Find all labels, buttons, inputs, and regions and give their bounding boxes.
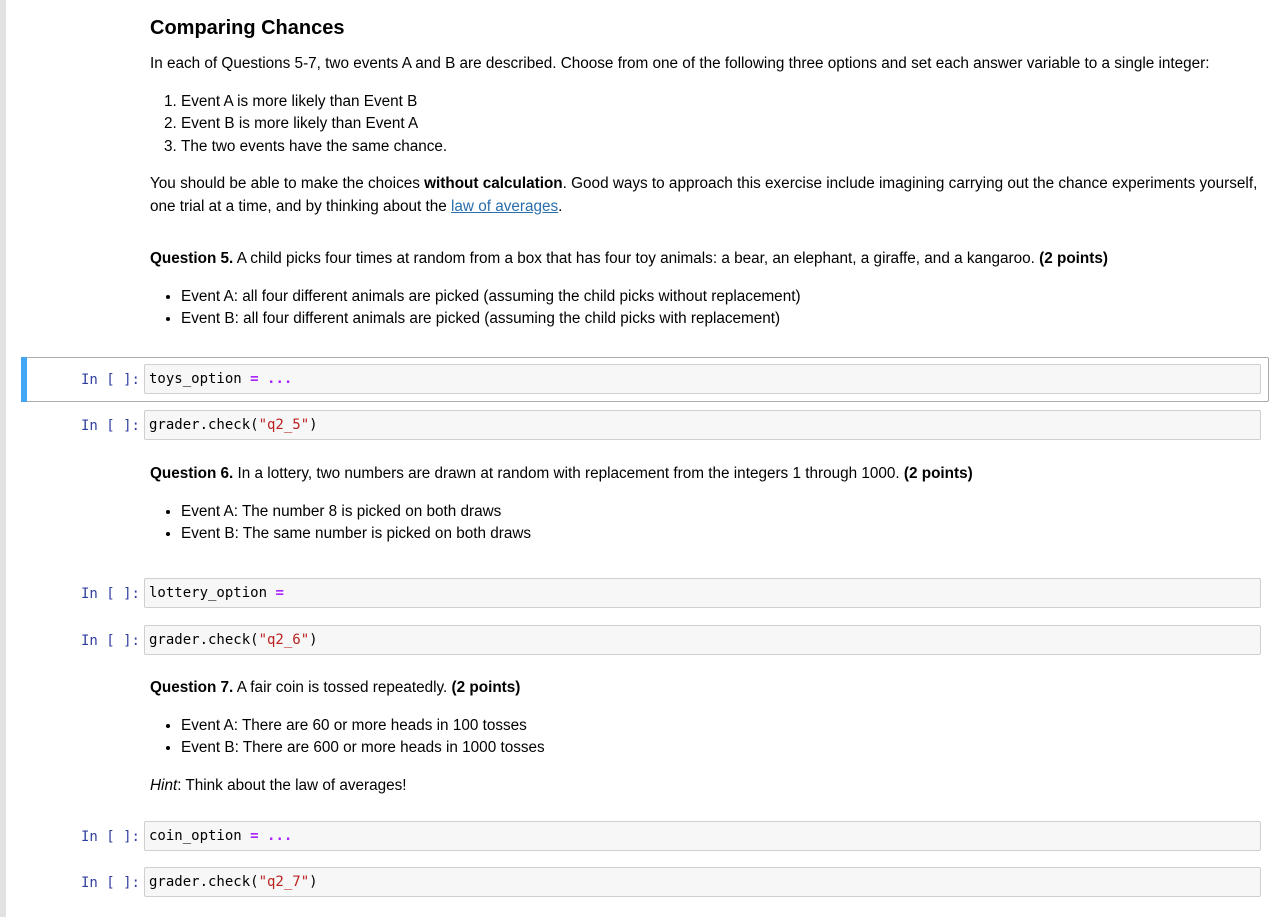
instructions-bold: without calculation <box>424 175 563 192</box>
notebook-left-margin <box>0 0 6 917</box>
event-item: • Event B: all four different animals are picked (assuming the child picks with replacement) <box>181 308 1260 331</box>
code-variable: toys_option <box>149 371 242 387</box>
hint-label: Hint <box>150 776 178 794</box>
instructions-text: . Good ways to approach this exercise include imagining carrying out the chance experiments yourself, one trial at a time, and by thinking about the <box>150 175 1258 215</box>
question-5-markdown-cell[interactable] <box>150 248 1260 331</box>
option-item: 1. Event A is more likely than Event B <box>181 91 1260 114</box>
cell-prompt: In [ ]: <box>80 829 140 845</box>
event-item: • Event A: There are 60 or more heads in 100 tosses <box>181 715 1260 738</box>
code-operator: = <box>267 585 293 601</box>
instructions-paragraph <box>150 173 1260 218</box>
points-label: (2 points) <box>451 679 521 696</box>
code-cell-toys-option[interactable] <box>144 364 1261 394</box>
question-7-markdown-cell[interactable] <box>150 677 1260 797</box>
code-cell-grader-check-q2-6[interactable] <box>144 625 1261 655</box>
hint-text: : Think about the law of averages! <box>177 776 407 794</box>
cell-prompt: In [ ]: <box>80 586 140 602</box>
hint-paragraph <box>150 775 1260 798</box>
code-variable: coin_option <box>149 828 242 844</box>
section-title: Comparing Chances <box>150 17 345 39</box>
code-ellipsis: ... <box>267 371 293 387</box>
event-item: • Event A: all four different animals are picked (assuming the child picks without replacement) <box>181 286 1260 309</box>
question-body: A fair coin is tossed repeatedly. <box>233 679 452 696</box>
code-cell-grader-check-q2-7[interactable] <box>144 867 1261 897</box>
question-6-markdown-cell[interactable] <box>150 463 1260 546</box>
law-of-averages-link[interactable]: law of averages <box>451 197 559 215</box>
code-cell-coin-option[interactable] <box>144 821 1261 851</box>
instructions-text: . <box>558 197 563 215</box>
question-5-text <box>150 248 1260 271</box>
events-list <box>150 286 1260 331</box>
code-paren: ) <box>309 632 318 648</box>
event-item: • Event B: There are 600 or more heads in 1000 tosses <box>181 737 1260 760</box>
option-item: 2. Event B is more likely than Event A <box>181 113 1260 136</box>
code-variable: lottery_option <box>149 585 268 601</box>
question-body: In a lottery, two numbers are drawn at random with replacement from the integers 1 through 1000. <box>233 465 904 482</box>
question-7-text <box>150 677 1260 700</box>
instructions-text: You should be able to make the choices <box>150 175 425 192</box>
code-paren: ) <box>309 417 318 433</box>
code-string: "q2_6" <box>258 632 310 648</box>
option-item: 3. The two events have the same chance. <box>181 136 1260 159</box>
code-call: grader.check( <box>149 632 259 648</box>
cell-prompt: In [ ]: <box>80 633 140 649</box>
question-label: Question 5. <box>150 250 234 267</box>
code-string: "q2_7" <box>258 874 310 890</box>
code-paren: ) <box>309 874 318 890</box>
code-call: grader.check( <box>149 874 259 890</box>
code-cell-lottery-option[interactable] <box>144 578 1261 608</box>
question-body: A child picks four times at random from a box that has four toy animals: a bear, an elephant, a giraffe, and a kangaroo. <box>233 250 1040 267</box>
question-label: Question 6. <box>150 465 234 482</box>
cell-prompt: In [ ]: <box>80 875 140 891</box>
event-item: • Event A: The number 8 is picked on both draws <box>181 501 1260 524</box>
event-item: • Event B: The same number is picked on both draws <box>181 523 1260 546</box>
points-label: (2 points) <box>903 465 973 482</box>
points-label: (2 points) <box>1039 250 1108 267</box>
selected-cell-indicator <box>21 357 27 402</box>
code-ellipsis: ... <box>267 828 293 844</box>
question-6-text <box>150 463 1260 486</box>
intro-text: In each of Questions 5-7, two events A and B are described. Choose from one of the following three options and set each answer variable to a single integer: <box>150 55 1210 72</box>
intro-markdown-cell[interactable] <box>150 53 1260 218</box>
code-call: grader.check( <box>149 417 259 433</box>
code-operator: = <box>241 371 268 387</box>
cell-prompt: In [ ]: <box>80 418 140 434</box>
events-list <box>150 501 1260 546</box>
code-string: "q2_5" <box>258 417 310 433</box>
question-label: Question 7. <box>150 679 234 696</box>
events-list <box>150 715 1260 760</box>
options-list <box>150 91 1260 159</box>
code-operator: = <box>241 828 268 844</box>
cell-prompt: In [ ]: <box>80 372 140 388</box>
code-cell-grader-check-q2-5[interactable] <box>144 410 1261 440</box>
